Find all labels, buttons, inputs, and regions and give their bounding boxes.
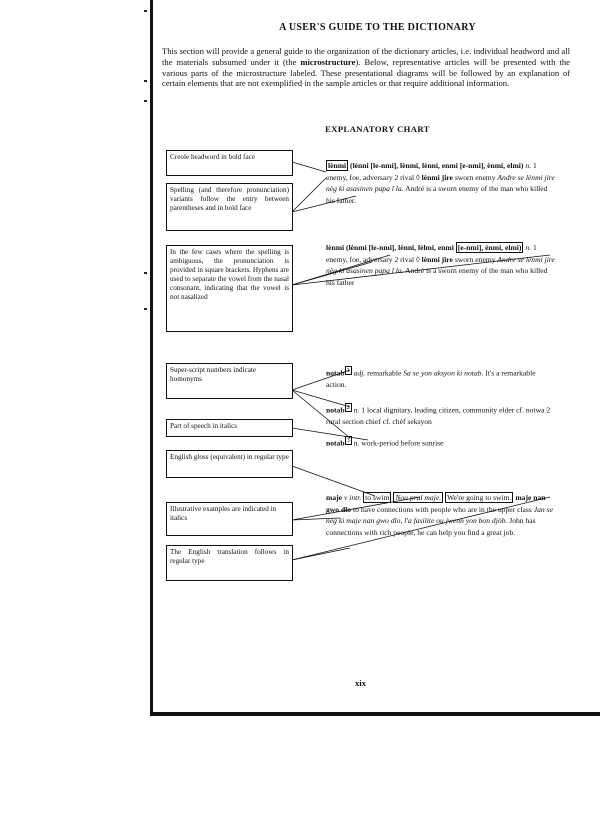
translation: André is a sworn enemy of the man who killed his father <box>326 266 548 287</box>
sample-entry-lenmi-1 <box>326 160 556 206</box>
example: Sa se yon aksyon ki notab. <box>403 368 484 378</box>
senses: 1 enemy, foe, adversary 2 rival ◊ <box>326 243 537 264</box>
headword: notab <box>326 405 345 415</box>
headword: notab <box>326 368 345 378</box>
phrase-gloss: to have connections with people who are in the upper class <box>353 504 532 514</box>
translation: André is a sworn enemy of the man who killed his father. <box>326 184 548 205</box>
intro-text: This section will provide a general guide to the organization of the dictionary articles, i.e. individual headword and all the materials subsumed under it (the <box>162 46 570 67</box>
example: Nou pral maje. <box>395 493 442 502</box>
page-number: xix <box>355 678 366 688</box>
spelling-variants: (lènmi [le-nmi], lènni, lèlmi, enmi <box>346 243 454 252</box>
homonym-number: 1 <box>346 367 350 374</box>
page-title: A USER'S GUIDE TO THE DICTIONARY <box>279 22 476 33</box>
homonym-number: 2 <box>346 404 350 411</box>
gloss: work-period before sunrise <box>361 438 444 448</box>
label-examples: Illustrative examples are indicated in italics <box>166 502 293 536</box>
callout-line <box>292 178 326 212</box>
label-spelling-variants: Spelling (and therefore pronunciation) variants follow the entry between parentheses and in bold face <box>166 183 293 231</box>
part-of-speech: n. <box>353 438 360 448</box>
example: Jan se nèg ki maje nan gwo dlo, l'a fasilite ou jwenn yon bon djòb. <box>326 504 553 526</box>
chart-title: EXPLANATORY CHART <box>325 124 430 134</box>
gloss: remarkable <box>367 368 402 378</box>
label-superscript: Super-script numbers indicate homonyms <box>166 363 293 399</box>
headword: maje <box>326 493 343 502</box>
label-english-gloss: English gloss (equivalent) in regular type <box>166 450 293 478</box>
translation: We're going to swim. <box>447 493 512 502</box>
phrase-gloss: sworn enemy <box>454 172 496 182</box>
phrase: maje nan gwo dlo <box>326 493 546 514</box>
intro-bold-term: microstructure <box>300 56 356 67</box>
label-translation: The English translation follows in regular type <box>166 545 293 581</box>
translation: It's a remarkable action. <box>326 368 536 390</box>
spelling-variants-bracketed: [e-nmi], ènmi, elmi) <box>457 243 522 252</box>
phrase-gloss: sworn enemy <box>454 254 496 264</box>
sample-entry-notab-1 <box>326 365 556 391</box>
example: Andre se lènmi jire nèg ki asasinen papa l la. <box>326 172 555 194</box>
senses: 1 enemy, foe, adversary 2 rival ◊ <box>326 161 537 182</box>
sample-entry-lenmi-2 <box>326 242 556 288</box>
part-of-speech: n. <box>525 161 532 170</box>
headword: notab <box>326 438 345 448</box>
part-of-speech: v intr. <box>343 493 362 502</box>
translation: John has connections with rich people, he can help you find a great job. <box>326 516 536 537</box>
callout-line <box>292 548 350 560</box>
label-part-of-speech: Part of speech in italics <box>166 419 293 437</box>
sample-entry-notab-3 <box>326 435 556 449</box>
intro-text-continued: ). Below, representative articles will be presented with the various parts of the microstructure labeled. These presentational diagrams will be followed by an explanation of certain elements that are not exemplified in the sample articles or that require additional information. <box>162 56 570 89</box>
label-headword: Creole headword in bold face <box>166 150 293 176</box>
gloss: to swim <box>365 493 390 502</box>
sample-entry-maje <box>326 492 556 538</box>
phrase: lènmi jire <box>421 254 453 264</box>
headword: lènmi <box>328 161 347 170</box>
label-ambiguous-spelling: In the few cases where the spelling is ambiguous, the pronunciation is provided in square brackets. Hyphens are used to separate the vowel from the nasal consonant, indicating that the vowel is not nasalized <box>166 245 293 332</box>
gloss: 1 local dignitary, leading citizen, community elder cf. notwa 2 rural section chief cf. chèf seksyon <box>326 405 551 427</box>
callout-line <box>292 162 326 172</box>
part-of-speech: n. <box>353 405 360 415</box>
part-of-speech: n. <box>525 243 532 252</box>
part-of-speech: adj. <box>353 368 366 378</box>
homonym-number: 3 <box>346 437 350 444</box>
example: Andre se lènmi jire nèg ki asasinen papa l la. <box>326 254 555 276</box>
sample-entry-notab-2 <box>326 402 556 428</box>
spelling-variants: (lènni [le-nmi], lènmi, lènni, enmi [e-nmi], ènmi, elmi) <box>350 161 524 170</box>
headword: lènmi <box>326 243 345 252</box>
phrase: lènmi jire <box>421 172 453 182</box>
